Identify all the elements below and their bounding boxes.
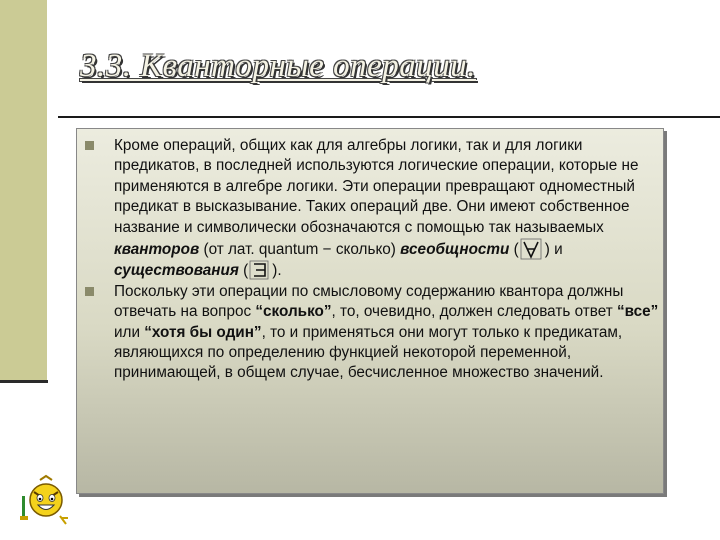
bullet-square-icon (85, 287, 94, 296)
smiley-mascot-icon (16, 472, 72, 528)
bullet-square-icon (85, 141, 94, 150)
left-accent-bar (0, 0, 47, 382)
exists-quantifier-icon (248, 260, 272, 280)
bullet-item-quantifiers: Кроме операций, общих как для алгебры логики, так и для логики предикатов, в последней используются логические операции, которые не применяются в алгебре логики. Эти операции превращают одноместный предикат в высказывание. Таких операций две. Они имеют собственное название и символически обозначаются с помощью так называемых кванторов (от лат. quantum − сколько) всеобщности ( ) и существования ( ). (84, 136, 664, 282)
term-hotya-by-odin: “хотя бы один” (144, 323, 262, 341)
term-kvantory: кванторов (114, 241, 200, 259)
left-accent-underline (0, 380, 48, 383)
slide-title: 3.3. Кванторные операции. (80, 48, 476, 84)
forall-quantifier-icon (519, 238, 545, 260)
term-vse: “все” (616, 303, 659, 321)
title-divider (58, 116, 720, 118)
bullet-list (84, 136, 664, 384)
term-sushestvovanie: существования (114, 262, 239, 280)
term-skolko: “сколько” (255, 303, 332, 321)
term-vseobshnost: всеобщности (400, 241, 510, 259)
bullet-item-answer: Поскольку эти операции по смысловому содержанию квантора должны отвечать на вопрос “сколько”, то, очевидно, должен следовать ответ “все” или “хотя бы один”, то и применяться они могут только к предикатам, являющихся по определению функцией некоторой переменной, принимающей, в общем случае, бесчисленное множество значений. (84, 282, 664, 384)
